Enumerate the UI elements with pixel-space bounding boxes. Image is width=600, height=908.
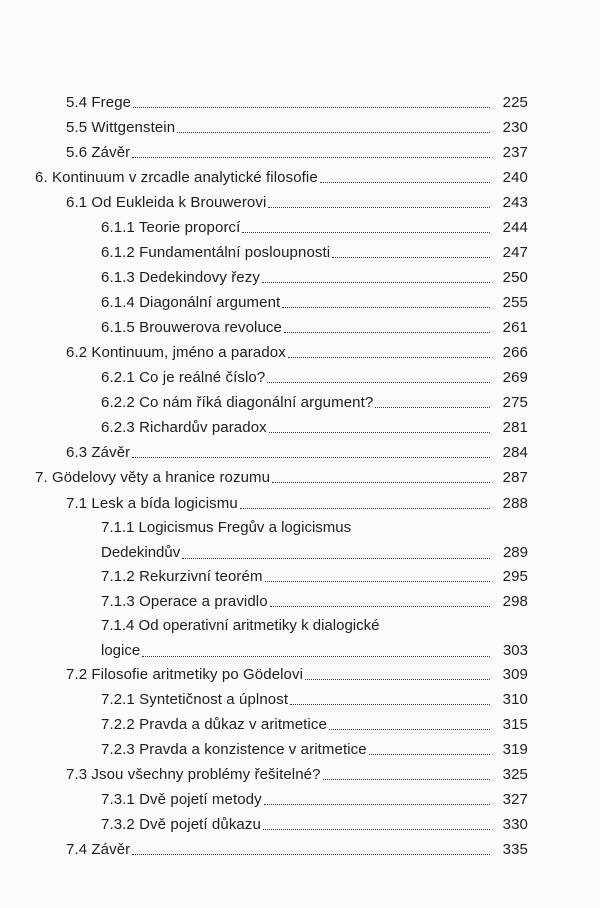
toc-entry — [66, 93, 528, 112]
toc-entry-page: 261 — [502, 319, 528, 336]
toc-entry-title: 7.3 Jsou všechny problémy řešitelné? — [66, 766, 321, 783]
toc-entry-page: 275 — [502, 394, 528, 411]
dot-leader — [142, 656, 490, 657]
toc-entry-page: 298 — [502, 593, 528, 610]
toc-entry-title: 7.2.1 Syntetičnost a úplnost — [101, 691, 289, 708]
toc-entry-page: 289 — [502, 544, 528, 561]
toc-chapter-entry — [35, 468, 528, 487]
dot-leader — [182, 558, 490, 559]
toc-entry-title: 6.1 Od Eukleida k Brouwerovi — [66, 194, 267, 211]
dot-leader — [329, 729, 490, 730]
dot-leader — [305, 679, 490, 680]
toc-entry — [66, 840, 528, 859]
dot-leader — [132, 457, 490, 458]
toc-entry-title: 6.1.2 Fundamentální posloupnosti — [101, 244, 331, 261]
toc-entry-page: 255 — [502, 294, 528, 311]
toc-entry-title: 7.1.1 Logicismus Fregův a logicismus — [101, 519, 352, 536]
dot-leader — [269, 432, 490, 433]
toc-chapter-entry — [35, 168, 528, 187]
toc-entry-page: 325 — [502, 766, 528, 783]
toc-entry — [101, 318, 528, 337]
toc-entry-title: 6.2.1 Co je reálné číslo? — [101, 369, 266, 386]
toc-entry — [101, 567, 528, 586]
toc-entry-page: 310 — [502, 691, 528, 708]
toc-entry-title: 7.3.1 Dvě pojetí metody — [101, 791, 262, 808]
toc-entry — [101, 418, 528, 437]
toc-entry-title: 5.4 Frege — [66, 94, 132, 111]
toc-entry — [66, 193, 528, 212]
dot-leader — [268, 207, 490, 208]
toc-entry-title: 6.2 Kontinuum, jméno a paradox — [66, 344, 286, 361]
toc-entry-page: 330 — [502, 816, 528, 833]
toc-entry-page: 303 — [502, 642, 528, 659]
toc-entry — [101, 815, 528, 834]
toc-entry — [101, 690, 528, 709]
dot-leader — [369, 754, 490, 755]
dot-leader — [263, 829, 490, 830]
toc-entry — [66, 443, 528, 462]
toc-entry-title: 6. Kontinuum v zrcadle analytické filosofie — [35, 169, 318, 186]
toc-entry — [101, 218, 528, 237]
toc-entry-title-continued: Dedekindův — [101, 544, 181, 561]
toc-entry — [101, 393, 528, 412]
toc-entry — [101, 740, 528, 759]
toc-entry-page: 225 — [502, 94, 528, 111]
dot-leader — [132, 157, 490, 158]
toc-entry-title: 6.2.2 Co nám říká diagonální argument? — [101, 394, 374, 411]
dot-leader — [270, 606, 490, 607]
toc-entry — [101, 268, 528, 287]
toc-entry-title: 5.6 Závěr — [66, 144, 131, 161]
dot-leader — [290, 704, 490, 705]
toc-entry — [101, 790, 528, 809]
toc-entry-page: 288 — [502, 495, 528, 512]
toc-entry-title: 6.2.3 Richardův paradox — [101, 419, 267, 436]
toc-entry-page: 266 — [502, 344, 528, 361]
toc-entry — [66, 343, 528, 362]
toc-entry-page: 250 — [502, 269, 528, 286]
toc-entry-title: 7.1.2 Rekurzivní teorém — [101, 568, 263, 585]
toc-entry-title-continued: logice — [101, 642, 141, 659]
toc-entry-page: 230 — [502, 119, 528, 136]
dot-leader — [242, 232, 490, 233]
toc-entry-page: 269 — [502, 369, 528, 386]
toc-entry — [66, 665, 528, 684]
toc-entry-title: 7.1.4 Od operativní aritmetiky k dialogické — [101, 617, 380, 634]
toc-entry-title: 6.1.1 Teorie proporcí — [101, 219, 241, 236]
toc-entry — [66, 765, 528, 784]
toc-entry-page: 237 — [502, 144, 528, 161]
toc-entry-title: 7.2 Filosofie aritmetiky po Gödelovi — [66, 666, 304, 683]
dot-leader — [272, 482, 490, 483]
toc-entry — [101, 243, 528, 262]
toc-entry-page: 315 — [502, 716, 528, 733]
toc-entry-title: 7.2.2 Pravda a důkaz v aritmetice — [101, 716, 327, 733]
dot-leader — [262, 282, 490, 283]
toc-entry-page: 240 — [502, 169, 528, 186]
dot-leader — [177, 132, 490, 133]
toc-entry-page: 247 — [502, 244, 528, 261]
dot-leader — [288, 357, 490, 358]
toc-entry-page: 319 — [502, 741, 528, 758]
toc-entry-page: 335 — [502, 841, 528, 858]
toc-entry-page: 309 — [502, 666, 528, 683]
toc-entry-title: 6.1.3 Dedekindovy řezy — [101, 269, 260, 286]
dot-leader — [267, 382, 490, 383]
toc-entry-title: 6.3 Závěr — [66, 444, 131, 461]
dot-leader — [332, 257, 490, 258]
dot-leader — [133, 107, 490, 108]
dot-leader — [240, 508, 490, 509]
toc-entry-page: 284 — [502, 444, 528, 461]
dot-leader — [323, 779, 490, 780]
dot-leader — [282, 307, 490, 308]
toc-entry — [66, 118, 528, 137]
toc-entry-title: 7.4 Závěr — [66, 841, 131, 858]
toc-entry-page: 244 — [502, 219, 528, 236]
toc-entry-title: 7.3.2 Dvě pojetí důkazu — [101, 816, 261, 833]
toc-entry — [101, 368, 528, 387]
toc-entry — [101, 613, 528, 663]
toc-entry-page: 287 — [502, 469, 528, 486]
dot-leader — [375, 407, 490, 408]
toc-entry-page: 295 — [502, 568, 528, 585]
dot-leader — [264, 804, 490, 805]
toc-entry-title: 7.1 Lesk a bída logicismu — [66, 495, 238, 512]
toc-entry-title: 6.1.5 Brouwerova revoluce — [101, 319, 282, 336]
toc-entry — [101, 592, 528, 611]
toc-entry — [101, 515, 528, 565]
dot-leader — [265, 581, 490, 582]
toc-entry-page: 327 — [502, 791, 528, 808]
toc-entry-title: 7.1.3 Operace a pravidlo — [101, 593, 268, 610]
dot-leader — [320, 182, 490, 183]
toc-entry-title: 6.1.4 Diagonální argument — [101, 294, 281, 311]
toc-entry-page: 281 — [502, 419, 528, 436]
dot-leader — [284, 332, 490, 333]
toc-entry-title: 7.2.3 Pravda a konzistence v aritmetice — [101, 741, 367, 758]
toc-entry-page: 243 — [502, 194, 528, 211]
toc-entry-title: 5.5 Wittgenstein — [66, 119, 176, 136]
toc-entry — [101, 715, 528, 734]
toc-entry-title: 7. Gödelovy věty a hranice rozumu — [35, 469, 271, 486]
dot-leader — [132, 854, 490, 855]
toc-entry — [66, 143, 528, 162]
toc-entry — [101, 293, 528, 312]
toc-entry — [66, 494, 528, 513]
